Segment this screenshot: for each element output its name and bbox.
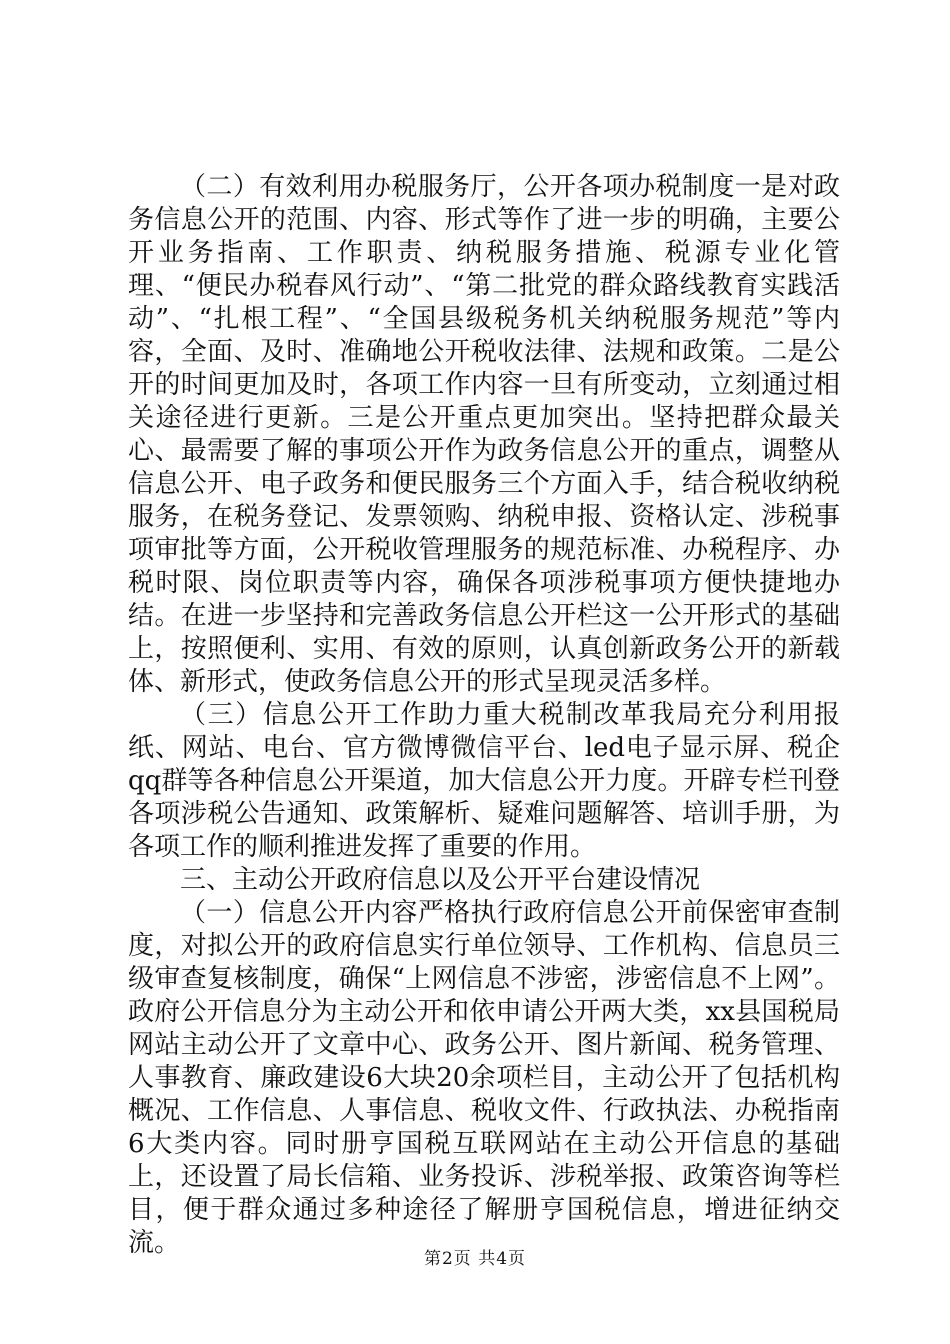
document-body [128,171,840,1260]
paragraph-3: （三）信息公开工作助力重大税制改革我局充分利用报纸、网站、电台、官方微博微信平台、led电子显示屏、税企qq群等各种信息公开渠道，加大信息公开力度。开辟专栏刊登各项涉税公告通知、政策解析、疑难问题解答、培训手册，为各项工作的顺利推进发挥了重要的作用。 [128,700,840,862]
paragraph-2: （二）有效利用办税服务厅，公开各项办税制度一是对政务信息公开的范围、内容、形式等作了进一步的明确，主要公开业务指南、工作职责、纳税服务措施、税源专业化管理、“便民办税春风行动”、“第二批党的群众路线教育实践活动”、“扎根工程”、“全国县级税务机关纳税服务规范”等内容，全面、及时、准确地公开税收法律、法规和政策。二是公开的时间更加及时，各项工作内容一旦有所变动，立刻通过相关途径进行更新。三是公开重点更加突出。坚持把群众最关心、最需要了解的事项公开作为政务信息公开的重点，调整从信息公开、电子政务和便民服务三个方面入手，结合税收纳税服务，在税务登记、发票领购、纳税申报、资格认定、涉税事项审批等方面，公开税收管理服务的规范标准、办税程序、办税时限、岗位职责等内容，确保各项涉税事项方便快捷地办结。在进一步坚持和完善政务信息公开栏这一公开形式的基础上，按照便利、实用、有效的原则，认真创新政务公开的新载体、新形式，使政务信息公开的形式呈现灵活多样。 [128,172,840,697]
section-heading: 三、主动公开政府信息以及公开平台建设情况 [180,865,701,895]
page-number-footer: 第2页 共4页 [423,1249,527,1269]
paragraph-4: （一）信息公开内容严格执行政府信息公开前保密审查制度，对拟公开的政府信息实行单位领导、工作机构、信息员三级审查复核制度，确保“上网信息不涉密，涉密信息不上网”。政府公开信息分为主动公开和依申请公开两大类，xx县国税局网站主动公开了文章中心、政务公开、图片新闻、税务管理、人事教育、廉政建设6大块20余项栏目，主动公开了包括机构概况、工作信息、人事信息、税收文件、行政执法、办税指南6大类内容。同时册亨国税互联网站在主动公开信息的基础上，还设置了局长信箱、业务投诉、涉税举报、政策咨询等栏目，便于群众通过多种途径了解册亨国税信息，增进征纳交流。 [128,898,840,1258]
